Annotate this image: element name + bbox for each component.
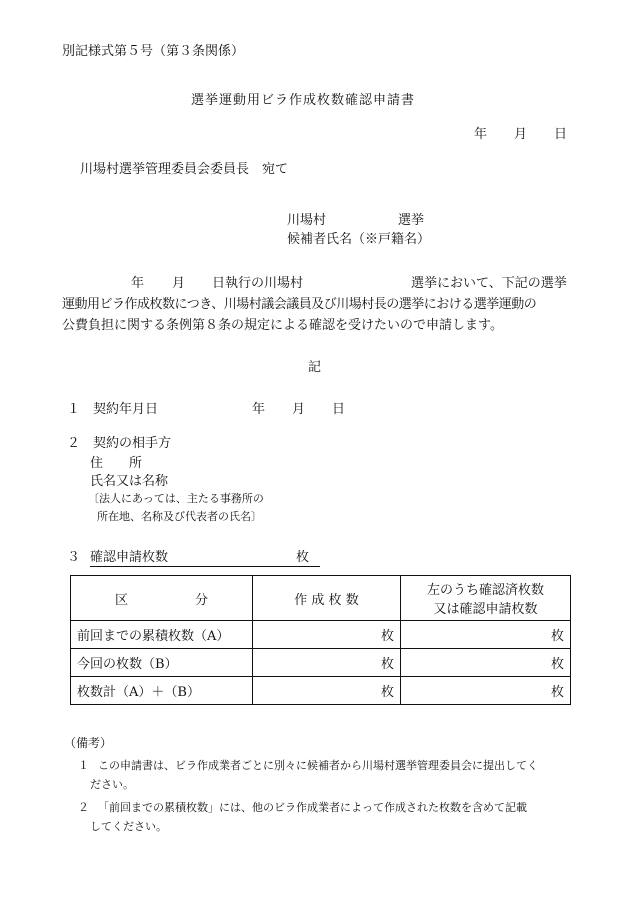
table-row: [71, 677, 571, 705]
page-title: 選挙運動用ビラ作成枚数確認申請書: [191, 93, 416, 108]
remark-1-number: １: [78, 759, 89, 772]
row-confirmed-unit: 枚: [401, 677, 571, 705]
applicant-name-label: 候補者氏名（※戸籍名）: [287, 232, 431, 247]
header-created-count: 作 成 枚 数: [253, 576, 401, 621]
count-table: [70, 575, 571, 705]
applicant-election: 選挙: [398, 213, 425, 228]
form-label: 別記様式第５号（第３条関係）: [62, 44, 245, 59]
item2-name: 氏名又は名称: [90, 474, 169, 489]
row-created-unit: 枚: [253, 677, 401, 705]
body-line1-tail: 選挙において、下記の選挙: [411, 276, 567, 291]
date-year: 年: [474, 127, 488, 142]
row-confirmed-unit: 枚: [401, 649, 571, 677]
item1-label: １ 契約年月日: [67, 402, 159, 417]
date-month: 月: [514, 127, 528, 142]
table-row: [71, 649, 571, 677]
row-created-unit: 枚: [253, 621, 401, 649]
item2-label: ２ 契約の相手方: [67, 436, 172, 451]
header-category: 区 分: [71, 576, 253, 621]
item1-month: 月: [292, 402, 306, 417]
applicant-village: 川場村: [287, 213, 327, 228]
remark-2-line2: してください。: [90, 820, 167, 833]
item1-year: 年: [252, 402, 266, 417]
item2-note1: 〔法人にあっては、主たる事務所の: [88, 492, 264, 505]
body-year: 年: [131, 276, 145, 291]
row-label: 前回までの累積枚数（A）: [71, 621, 253, 649]
body-line2: 運動用ビラ作成枚数につき、川場村議会議員及び川場村長の選挙における選挙運動の: [62, 297, 537, 312]
header-confirmed-count: 左のうち確認済枚数 又は確認申請枚数: [401, 576, 571, 621]
item3-unit: 枚: [296, 550, 310, 565]
remark-2-line1: 「前回までの累積枚数」には、他のビラ作成業者によって作成された枚数を含めて記載: [98, 801, 527, 814]
body-day-text: 日執行の川場村: [212, 276, 304, 291]
body-month: 月: [172, 276, 186, 291]
item2-note2: 所在地、名称及び代表者の氏名〕: [97, 510, 262, 523]
date-day: 日: [554, 127, 568, 142]
item3-num: ３: [67, 550, 81, 565]
row-confirmed-unit: 枚: [401, 621, 571, 649]
remark-1-line2: ださい。: [90, 778, 134, 791]
row-label: 今回の枚数（B）: [71, 649, 253, 677]
item2-address: 住 所: [90, 456, 143, 471]
item1-day: 日: [332, 402, 346, 417]
row-created-unit: 枚: [253, 649, 401, 677]
item3-label: 確認申請枚数: [90, 550, 169, 565]
ki-heading: 記: [308, 360, 322, 375]
item3-underline-field: [90, 550, 320, 567]
row-label: 枚数計（A）＋（B）: [71, 677, 253, 705]
table-row: [71, 621, 571, 649]
body-line3: 公費負担に関する条例第８条の規定による確認を受けたいので申請します。: [62, 318, 503, 333]
table-header-row: [71, 576, 571, 621]
addressee: 川場村選挙管理委員会委員長 宛て: [80, 162, 289, 177]
remarks-title: （備考）: [64, 736, 113, 750]
remark-1-line1: この申請書は、ビラ作成業者ごとに別々に候補者から川場村選挙管理委員会に提出してく: [98, 759, 538, 772]
remark-2-number: ２: [78, 801, 89, 814]
